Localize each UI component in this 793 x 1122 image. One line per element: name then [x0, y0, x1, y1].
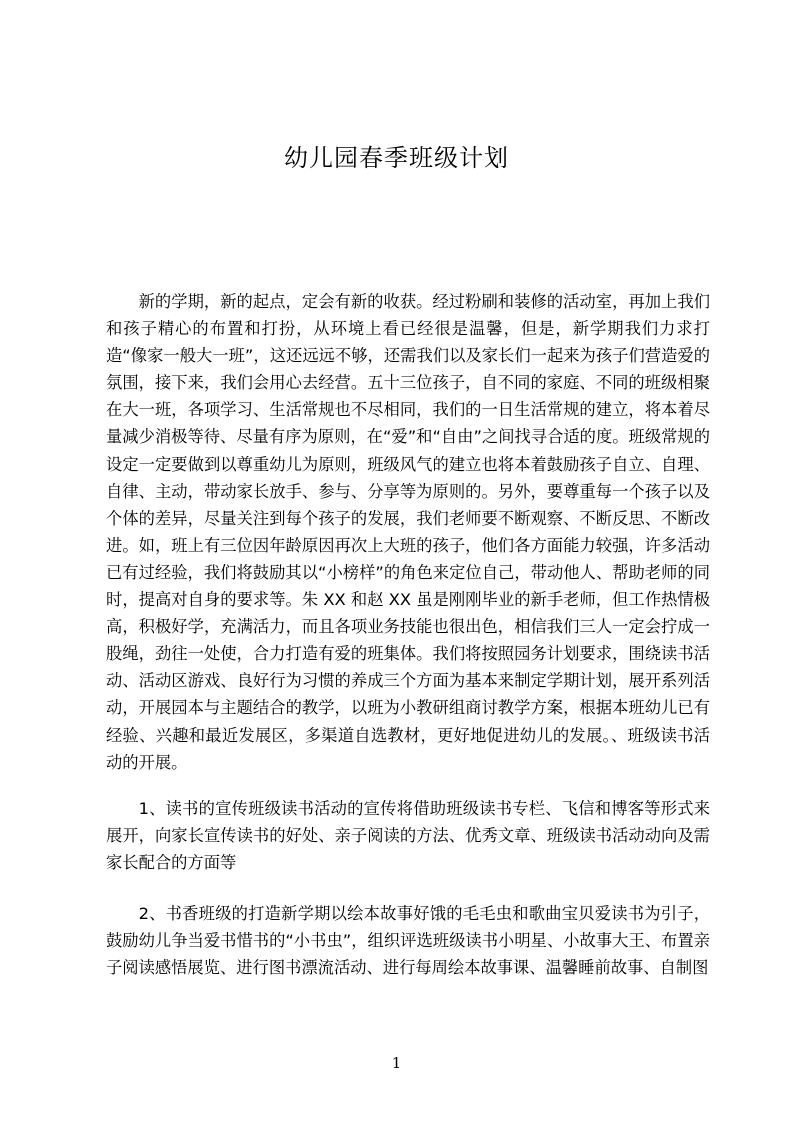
document-title: 幼儿园春季班级计划 — [284, 144, 509, 172]
paragraph-introduction: 新的学期，新的起点，定会有新的收获。经过粉刷和装修的活动室，再加上我们和孩子精心的布置和打扮，从环境上看已经很是温馨，但是，新学期我们力求打造“像家一般大一班”，这还远远不够，还需我们以及家长们一起来为孩子们营造爱的氛围，接下来，我们会用心去经营。五十三位孩子，自不同的家庭、不同的班级相聚在大一班，各项学习、生活常规也不尽相同，我们的一日生活常规的建立，将本着尽量减少消极等待、尽量有序为原则，在“爱”和“自由”之间找寻合适的度。班级常规的设定一定要做到以尊重幼儿为原则，班级风气的建立也将本着鼓励孩子自立、自理、自律、主动，带动家长放手、参与、分享等为原则的。另外，要尊重每一个孩子以及个体的差异，尽量关注到每个孩子的发展，我们老师要不断观察、不断反思、不断改进。如，班上有三位因年龄原因再次上大班的孩子，他们各方面能力较强，许多活动已有过经验，我们将鼓励其以“小榜样”的角色来定位自己，带动他人、帮助老师的同时，提高对自身的要求等。朱 XX 和赵 XX 虽是刚刚毕业的新手老师，但工作热情极高，积极好学，充满活力，而且各项业务技能也很出色，相信我们三人一定会拧成一股绳，劲往一处使，合力打造有爱的班集体。我们将按照园务计划要求，围绕读书活动、活动区游戏、良好行为习惯的养成三个方面为基本来制定学期计划，展开系列活动，开展园本与主题结合的教学，以班为小教研组商讨教学方案，根据本班幼儿已有经验、兴趣和最近发展区，多渠道自选教材，更好地促进幼儿的发展。、班级读书活动的开展。 — [106, 292, 710, 772]
paragraph-reading-promotion: 1、读书的宣传班级读书活动的宣传将借助班级读书专栏、飞信和博客等形式来展开，向家长宣传读书的好处、亲子阅读的方法、优秀文章、班级读书活动动向及需家长配合的方面等 — [106, 799, 710, 873]
page-number: 1 — [391, 1054, 402, 1072]
paragraph-book-class: 2、书香班级的打造新学期以绘本故事好饿的毛毛虫和歌曲宝贝爱读书为引子，鼓励幼儿争当爱书惜书的“小书虫”，组织评选班级读书小明星、小故事大王、布置亲子阅读感悟展览、进行图书漂流活动、进行每周绘本故事课、温馨睡前故事、自制图 — [106, 904, 710, 978]
